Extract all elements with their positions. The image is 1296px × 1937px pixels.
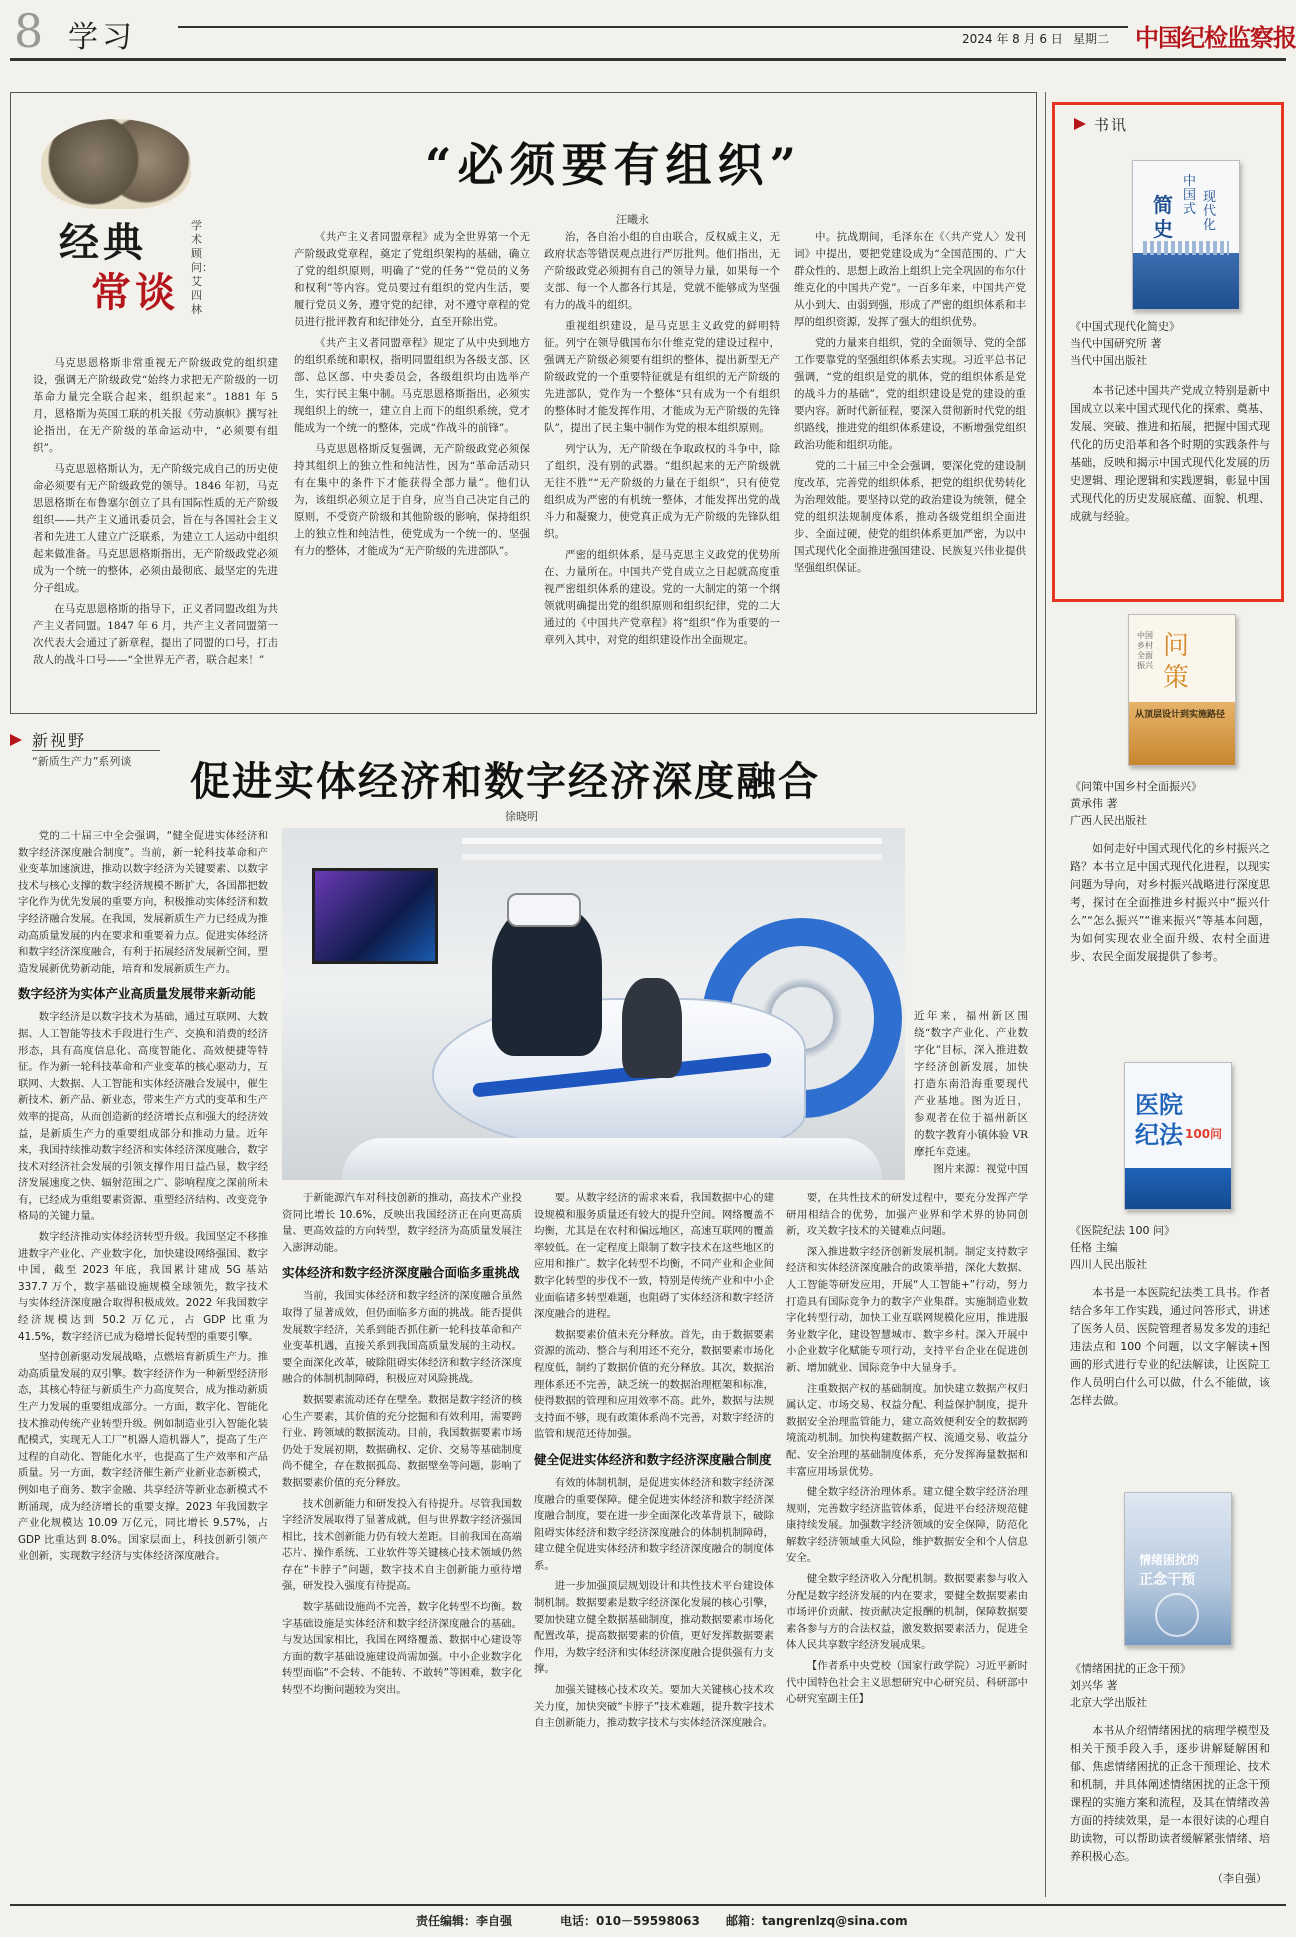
footer-phone: 电话：010－59598063: [560, 1914, 700, 1928]
paragraph: 数据要素流动还存在壁垒。数据是数字经济的核心生产要素，其价值的充分挖掘和有效利用，需要跨行业、跨领域的数据流动。目前，我国数据要素市场仍处于发展初期，数据确权、定价、交易等基础制度尚不健全，存在数据孤岛、数据壁垒等问题，影响了数据要素价值的充分释放。: [282, 1393, 522, 1489]
classic-col-3: [544, 229, 780, 703]
book-desc-2: 如何走好中国式现代化的乡村振兴之路？本书立足中国式现代化进程，以现实问题为导向，对乡村振兴战略进行深度思考，探讨在全面推进乡村振兴中“振兴什么”“怎么振兴”“谁来振兴”等基本问题，为如何实现农业全面升级、农村全面进步、农民全面发展提供了参考。: [1070, 842, 1270, 963]
sidebar-signature: （李自强）: [1212, 1872, 1267, 1885]
series-label: “新质生产力”系列谈: [32, 755, 132, 768]
paragraph: 坚持创新驱动发展战略，点燃培育新质生产力。推动高质量发展的双引擎。数字经济作为一种新型经济形态，其核心特征与新质生产力高度契合，成为推动新质生产力发展的重要组成部分。一方面，数字化、智能化技术推动传统产业转型升级。例如制造业引入智能化装配模式，实现无人工厂“机器人造机器人”，提高了生产过程的自动化、智能化水平，也提高了生产效率和产品质量。另一方面，数字经济催生新产业新业态新模式，例如电子商务、数字金融、共享经济等新业态新模式不断涌现，成为经济增长的重要支撑。2023 年我国数字产业化规模达 10.09 万亿元，同比增长 9.57%，占 GDP 比重达到 8.0%。国家层面上，科技创新引领产业创新，实现数字经济与实体经济深度融合。: [18, 1351, 268, 1563]
newspaper-logo: 中国纪检监察报: [1135, 23, 1296, 52]
book-cover-3: [1124, 1062, 1232, 1210]
cover-title-4b: 正念干预: [1139, 1572, 1195, 1588]
cover-title-1c: 中国式: [1183, 174, 1197, 217]
classic-author: 汪曦永: [616, 213, 649, 226]
paragraph: 党的力量来自组织，党的全面领导、党的全部工作要靠党的坚强组织体系去实现。习近平总书记强调，“党的组织是党的肌体，党的组织体系是党的战斗力的基础”，党的组织建设是党的建设的重要内容。新时代新征程，要深入贯彻新时代党的组织路线，推进党的组织体系建设，不断增强党组织政治功能和组织功能。: [794, 337, 1026, 451]
academic-advisor: 学术顾问：艾四林: [191, 219, 213, 316]
column-label-block: [10, 728, 170, 768]
photo-credit: 图片来源：视觉中国: [933, 1163, 1028, 1175]
flag-icon: [10, 734, 22, 746]
cover-title-4a: 情绪困扰的: [1139, 1553, 1200, 1567]
paragraph: 马克思恩格斯非常重视无产阶级政党的组织建设，强调无产阶级政党“始终力求把无产阶级的一切革命力量完全联合起来，组织起来”。1881 年 5 月，恩格斯为英国工联的机关报《劳动旗帜》撰写社论指出，在无产阶级的革命运动中，“必须要有组织”。: [33, 357, 278, 454]
feature-col-3: [534, 1190, 774, 1888]
subhead-2: 实体经济和数字经济深度融合面临多重挑战: [282, 1265, 520, 1281]
vr-headset: [507, 893, 581, 927]
paragraph: 数据要素价值未充分释放。首先，由于数据要素资源的流动、整合与利用还不充分，数据要素市场化程度低，制约了数据价值的充分释放。其次，数据治理体系还不完善，缺乏统一的数据治理框架和标准，使得数据的管理和应用效率不高。此外，数据与法规支持面不够，现有政策体系尚不完善，对数字经济的监管和规范还待加强。: [534, 1328, 774, 1441]
book-publisher-2: 广西人民出版社: [1070, 814, 1147, 827]
paragraph: 马克思恩格斯反复强调，无产阶级政党必须保持其组织上的独立性和纯洁性，因为“革命活动只有在集中的条件下才能获得全部力量”。他们认为，该组织必须立足于自身，应当自己决定自己的原则，不受资产阶级和其他阶级的影响，保持组织上的独立性和纯洁性，使党成为一个统一的、坚强有力的整体，才能成为“无产阶级的先进部队”。: [294, 443, 530, 557]
cover-title-3c: 100问: [1185, 1127, 1223, 1141]
cover-title-2a: 问: [1163, 631, 1190, 661]
book-publisher-1: 当代中国出版社: [1070, 354, 1147, 367]
paragraph: 严密的组织体系，是马克思主义政党的优势所在、力量所在。中国共产党自成立之日起就高度重视严密组织体系的建设。党的一大制定的第一个纲领就明确提出党的组织原则和组织纪律，党的二大通过的《中国共产党章程》将“组织”作为重要的一章列入其中，对党的组织建设作出全面规定。: [544, 549, 780, 646]
paragraph: 健全数字经济治理体系。建立健全数字经济治理规则，完善数字经济监管体系，促进平台经济规范健康持续发展。加强数字经济领域的安全保障，防范化解数字经济领域重大风险，维护数据安全和个人信息安全。: [786, 1486, 1028, 1565]
cover-title-3b: 纪法: [1135, 1120, 1183, 1149]
book-sidebar: [1052, 92, 1288, 1892]
cover-title-1b: 史: [1153, 217, 1173, 241]
cover-title-1a: 简: [1153, 193, 1173, 217]
paragraph: 于新能源汽车对科技创新的推动，高技术产业投资同比增长 10.6%，反映出我国经济正在向更高质量、更高效益的方向转型，数字经济为高质量发展注入澎湃动能。: [282, 1192, 522, 1254]
book-news-icon: [1074, 118, 1086, 130]
book-author-2: 黄承伟 著: [1070, 797, 1118, 810]
footer-editor: 责任编辑：李自强: [416, 1914, 513, 1928]
book-author-3: 任格 主编: [1070, 1241, 1118, 1254]
book-title-4: 《情绪困扰的正念干预》: [1070, 1662, 1191, 1675]
paragraph: 在马克思恩格斯的指导下，正义者同盟改组为共产主义者同盟。1847 年 6 月，共产主义者同盟第一次代表大会通过了新章程，提出了同盟的口号，打击敌人的战斗口号——“全世界无产者，联合起来！”: [33, 603, 278, 666]
cover-title-1d: 现代化: [1203, 190, 1217, 233]
section-title: 学习: [68, 20, 136, 55]
book-desc-3: 本书是一本医院纪法类工具书。作者结合多年工作实践，通过问答形式，讲述了医务人员、医院管理者易发多发的违纪违法点和 100 个问题，以文字解读+图画的形式进行专业的纪法解读，让医院工作人员明白什么可以做，什么不能做，该怎样去做。: [1070, 1286, 1270, 1407]
ceiling-lights: [462, 838, 882, 844]
book-cover-1: [1132, 160, 1240, 310]
paragraph: 技术创新能力和研发投入有待提升。尽管我国数字经济发展取得了显著成就，但与世界数字经济强国相比，技术创新能力仍有较大差距。目前我国在高端芯片、操作系统、工业软件等关键核心技术领域仍然存在“卡脖子”问题，数字技术自主创新能力亟待增强，研发投入强度有待提高。: [282, 1497, 522, 1593]
book-cover-2: [1128, 614, 1236, 766]
paragraph: 数字经济是以数字技术为基础，通过互联网、大数据、人工智能等技术手段进行生产、交换和消费的经济形态，具有高度信息化、高度智能化、高效便捷等特征。作为新一轮科技革命和产业变革的核心驱动力，互联网、大数据、人工智能和实体经济融合发展中，催生新技术、新产品、新业态，带来生产方式的变革和生产效率的提高，从而创造新的经济增长点和强大的经济效益，是新质生产力的重要组成部分和推动力量。近年来，我国持续推动数字经济和实体经济深度融合，数字技术对经济社会发展的引领支撑作用日益凸显，数字经济发展速度之快、辐射范围之广、影响程度之深前所未有，已经成为重组要素资源、重塑经济结构、改变竞争格局的关键力量。: [18, 1011, 268, 1223]
issue-weekday: 星期二: [1073, 32, 1110, 46]
classic-col-2: [294, 229, 530, 703]
cover-title-3a: 医院: [1135, 1090, 1183, 1119]
cover-circle-art: [1155, 1593, 1199, 1637]
feature-col-4: [786, 1190, 1028, 1888]
paragraph: 当前，我国实体经济和数字经济的深度融合虽然取得了显著成效，但仍面临多方面的挑战。能否提供发展数字经济，关系到能否抓住新一轮科技革命和产业变革机遇，直接关系到我国高质量发展的主动权。要全面深化改革，破除阻碍实体经济和数字经济深度融合的体制机制障碍，积极应对风险挑战。: [282, 1290, 522, 1386]
paragraph: 中。抗战期间，毛泽东在《〈共产党人〉发刊词》中提出，要把党建设成为“全国范围的、广大群众性的、思想上政治上组织上完全巩固的布尔什维克化的中国共产党”。一百多年来，中国共产党从小到大、由弱到强，形成了严密的组织体系和丰厚的组织资源，发挥了强大的组织优势。: [794, 231, 1026, 328]
paragraph: 有效的体制机制，是促进实体经济和数字经济深度融合的重要保障。健全促进实体经济和数字经济深度融合制度，要在进一步全面深化改革背景下，破除阻碍实体经济和数字经济深度融合的体制机制障碍，建立健全促进实体经济和数字经济深度融合的制度体系。: [534, 1476, 774, 1572]
city-skyline-art: [1143, 241, 1229, 255]
column-label: 新视野: [32, 731, 87, 750]
paragraph: 列宁认为，无产阶级在争取政权的斗争中，除了组织，没有别的武器。“组织起来的无产阶级就无往不胜”“无产阶级的力量在于组织”，只有使党组织成为严密的有机统一整体，才能发挥出党的战斗力和凝聚力，使党真正成为无产阶级的先锋队组织。: [544, 443, 780, 540]
badge-line1: 经典: [59, 219, 147, 266]
book-author-1: 当代中国研究所 著: [1070, 337, 1162, 350]
footer: [0, 1912, 1296, 1934]
book-author-4: 刘兴华 著: [1070, 1679, 1118, 1692]
subhead-1: 数字经济为实体产业高质量发展带来新动能: [18, 986, 256, 1002]
floor-base: [342, 1138, 882, 1180]
feature-author: 徐晓明: [505, 810, 538, 823]
classic-badge: [33, 111, 213, 351]
footer-email: 邮箱：tangrenlzq@sina.com: [726, 1914, 908, 1928]
paragraph: 深入推进数字经济创新发展机制。制定支持数字经济和实体经济深度融合的政策举措，深化大数据、人工智能等研发应用，开展“人工智能+”行动，努力打造具有国际竞争力的数字产业集群。实施制造业数字化转型行动，加快工业互联网规模化应用，推进服务业数字化，建设智慧城市、数字乡村。深入开展中小企业数字化赋能专项行动，支持平台企业在促进创新、增加就业、国际竞争中大显身手。: [786, 1245, 1028, 1374]
feature-section: [10, 728, 1035, 1898]
paragraph: 治，各自治小组的自由联合，反权威主义，无政府状态等错误观点进行严厉批判。他们指出，无产阶级政党必须拥有自己的领导力量，如果每一个支部、每一个人都各行其是，党就不能够成为坚强有力的战斗的组织。: [544, 231, 780, 311]
rider-figure: [492, 906, 602, 1056]
marx-engels-portrait: [41, 119, 191, 209]
book-title-1: 《中国式现代化简史》: [1070, 320, 1180, 333]
book-desc-1: 本书记述中国共产党成立特别是新中国成立以来中国式现代化的探索、奠基、发展、突破、推进和拓展，把握中国式现代化的历史沿革和各个时期的实践条件与基础，反映和揭示中国式现代化发展的历史逻辑、理论逻辑和实践逻辑，彰显中国式现代化的历史发展底蕴、面貌、机理、成就与经验。: [1070, 384, 1270, 523]
paragraph: 《共产主义者同盟章程》成为全世界第一个无产阶级政党章程，奠定了党组织架构的基础，确立了党的组织原则，明确了“党的任务”“党员的义务和权利”等内容。党员要过有组织的党内生活，要履行党员义务，遵守党的纪律，对不遵守章程的党员进行批评教育和纪律处分，直至开除出党。: [294, 231, 530, 328]
badge-line2: 常谈: [91, 269, 179, 316]
paragraph: 重视组织建设，是马克思主义政党的鲜明特征。列宁在领导俄国布尔什维克党的建设过程中，强调无产阶级必须要有组织的整体，提出新型无产阶级政党的一个重要特征就是有组织的无产阶级的先进部队，党作为一个整体“只有成为一个有组织的整体时才能发挥作用，才能成为无产阶级的先锋队”，提出了民主集中制作为党的根本组织原则。: [544, 320, 780, 434]
cover-title-2b: 策: [1163, 663, 1190, 693]
paragraph: 党的二十届三中全会强调，要深化党的建设制度改革，完善党的组织体系，把党的组织优势转化为治理效能。要坚持以党的政治建设为统领，健全党的组织法规制度体系，推动各级党组织全面进步、全面过硬，使党的组织体系更加严密，为以中国式现代化全面推进强国建设、民族复兴伟业提供坚强组织保证。: [794, 460, 1026, 574]
masthead: [0, 0, 1296, 62]
caption-text: 近年来，福州新区围绕“数字产业化、产业数字化”目标，深入推进数字经济创新发展，加快打造东南沿海重要现代产业基地。图为近日，参观者在位于福州新区的数字教育小镇体验 VR 摩托车竞速。: [914, 1010, 1028, 1158]
paragraph: 要，在共性技术的研发过程中，要充分发挥产学研用相结合的优势，加强产业界和学术界的协同创新，攻关数字技术的关键难点问题。: [786, 1192, 1028, 1238]
classic-title: “必须要有组织”: [425, 138, 802, 192]
subhead-3: 健全促进实体经济和数字经济深度融合制度: [534, 1451, 772, 1467]
feature-col-1: [18, 828, 268, 1888]
book-title-2: 《问策中国乡村全面振兴》: [1070, 780, 1202, 793]
book-publisher-3: 四川人民出版社: [1070, 1258, 1147, 1271]
paragraph: 马克思恩格斯认为，无产阶级完成自己的历史使命必须要有无产阶级政党的领导。1846 年初，马克思恩格斯在布鲁塞尔创立了具有国际性质的无产阶级组织——共产主义通讯委员会，旨在与各国社会主义者和先进工人建立广泛联系，为建立工人运动中组织起来做准备。马克思恩格斯指出，无产阶级政党必须成为一个统一的整体，必须由最彻底、最坚定的先进分子组成。: [33, 463, 278, 594]
paragraph: 健全数字经济收入分配机制。数据要素参与收入分配是数字经济发展的内在要求，要健全数据要素由市场评价贡献、按贡献决定报酬的机制，保障数据要素各参与方的合法权益，激发数据要素活力，促进全体人民共享数字经济发展成果。: [786, 1573, 1028, 1652]
visitor-figure: [622, 978, 682, 1078]
display-screen: [312, 868, 438, 964]
photo-caption: [914, 1008, 1028, 1175]
sidebar-label: 书讯: [1094, 116, 1129, 134]
paragraph: 数字经济推动实体经济转型升级。我国坚定不移推进数字产业化、产业数字化，加快建设网络强国、数字中国，截至 2023 年底，我国累计建成 5G 基站 337.7 万个，数字基础设施规模全球领先，数字技术与实体经济深度融合取得积极成效。2022 年我国数字经济规模达到 50.2 万亿元，占 GDP 比重为 41.5%，数字经济已成为稳增长促转型的重要引擎。: [18, 1231, 268, 1343]
issue-date: 2024 年 8 月 6 日: [962, 32, 1063, 46]
book-publisher-4: 北京大学出版社: [1070, 1696, 1147, 1709]
book-desc-4: 本书从介绍情绪困扰的病理学模型及相关干预手段入手，逐步讲解疑解困和郁、焦虑情绪困扰的正念干预理论、技术和机制，并具体阐述情绪困扰的正念干预课程的实施方案和流程，及其在情绪改善方面的持续效果，是一本很好读的心理自助读物，可以帮助读者缓解紧张情绪、培养积极心态。: [1070, 1724, 1270, 1863]
author-note: 【作者系中央党校（国家行政学院）习近平新时代中国特色社会主义思想研究中心研究员、科研部中心研究室副主任】: [786, 1660, 1028, 1706]
page-number: 8: [14, 4, 44, 58]
intro-paragraph: 党的二十届三中全会强调，“健全促进实体经济和数字经济深度融合制度”。当前，新一轮科技革命和产业变革加速演进，推动以数字经济为关键要素、以数字技术与核心支撑的数字经济规模不断扩大，各国都把数字化作为优先发展的重要方向，积极推动实体经济和数字经济融合发展。在我国，发展新质生产力已经成为推动高质量发展的内在要求和重要着力点。促进实体经济和数字经济深度融合，有利于拓展经济发展新空间，塑造发展新优势新动能，培育和发展新质生产力。: [18, 830, 268, 975]
paragraph: 《共产主义者同盟章程》规定了从中央到地方的组织系统和职权，指明同盟组织为各级支部、区部、总区部、中央委员会，各级组织均由选举产生，实行民主集中制。马克思恩格斯指出，必须实现组织上的统一，建立自上而下的组织系统，党才能成为一个统一的整体，完成“作战斗的前锋”。: [294, 337, 530, 434]
feature-col-2: [282, 1190, 522, 1888]
classic-col-4: [794, 229, 1026, 703]
classic-col-1: [33, 355, 278, 703]
paragraph: 进一步加强顶层规划设计和共性技术平台建设体制机制。数据要素是数字经济深化发展的核心引擎，要加快建立健全数据基础制度，推动数据要素市场化配置改革，提高数据要素的价值，更好发挥数据要素作用，为数字经济和实体经济深度融合提供强有力支撑。: [534, 1580, 774, 1676]
vr-photo: [282, 828, 905, 1180]
feature-title: 促进实体经济和数字经济深度融合: [190, 758, 820, 805]
paragraph: 数字基础设施尚不完善，数字化转型不均衡。数字基础设施是实体经济和数字经济深度融合的基础。与发达国家相比，我国在网络覆盖、数据中心建设等方面的数字基础设施建设尚需加强。中小企业数字化转型面临“不会转、不能转、不敢转”等困难，数字化转型不均衡问题较为突出。: [282, 1601, 522, 1697]
book-cover-4: [1124, 1492, 1232, 1646]
book-title-3: 《医院纪法 100 问》: [1070, 1224, 1175, 1237]
classic-section: [10, 92, 1037, 714]
paragraph: 加强关键核心技术攻关。要加大关键核心技术攻关力度，加快突破“卡脖子”技术难题，提升数字技术自主创新能力，推动数字技术与实体经济深度融合。: [534, 1684, 774, 1730]
paragraph: 注重数据产权的基础制度。加快建立数据产权归属认定、市场交易、权益分配、利益保护制度，提升数据安全治理监管能力，建立高效便利安全的数据跨境流动机制。加快构建数据产权、流通交易、收益分配、安全治理的基础制度体系，充分发挥海量数据和丰富应用场景优势。: [786, 1382, 1028, 1478]
cover-title-2d: 从顶层设计到实施路径: [1135, 710, 1226, 720]
cover-title-2c: 中国乡村全面振兴: [1137, 631, 1153, 670]
paragraph: 要。从数字经济的需求来看，我国数据中心的建设规模和服务质量还有较大的提升空间。网络覆盖不均衡，尤其是在农村和偏远地区，高速互联网的覆盖率较低。在一定程度上限制了数字技术在这些地区的应用和推广。数字化转型不均衡，不同产业和企业间数字化转型的步伐不一致，特别是传统产业和中小企业面临诸多转型难题，也阻碍了实体经济和数字经济深度融合的进程。: [534, 1192, 774, 1321]
